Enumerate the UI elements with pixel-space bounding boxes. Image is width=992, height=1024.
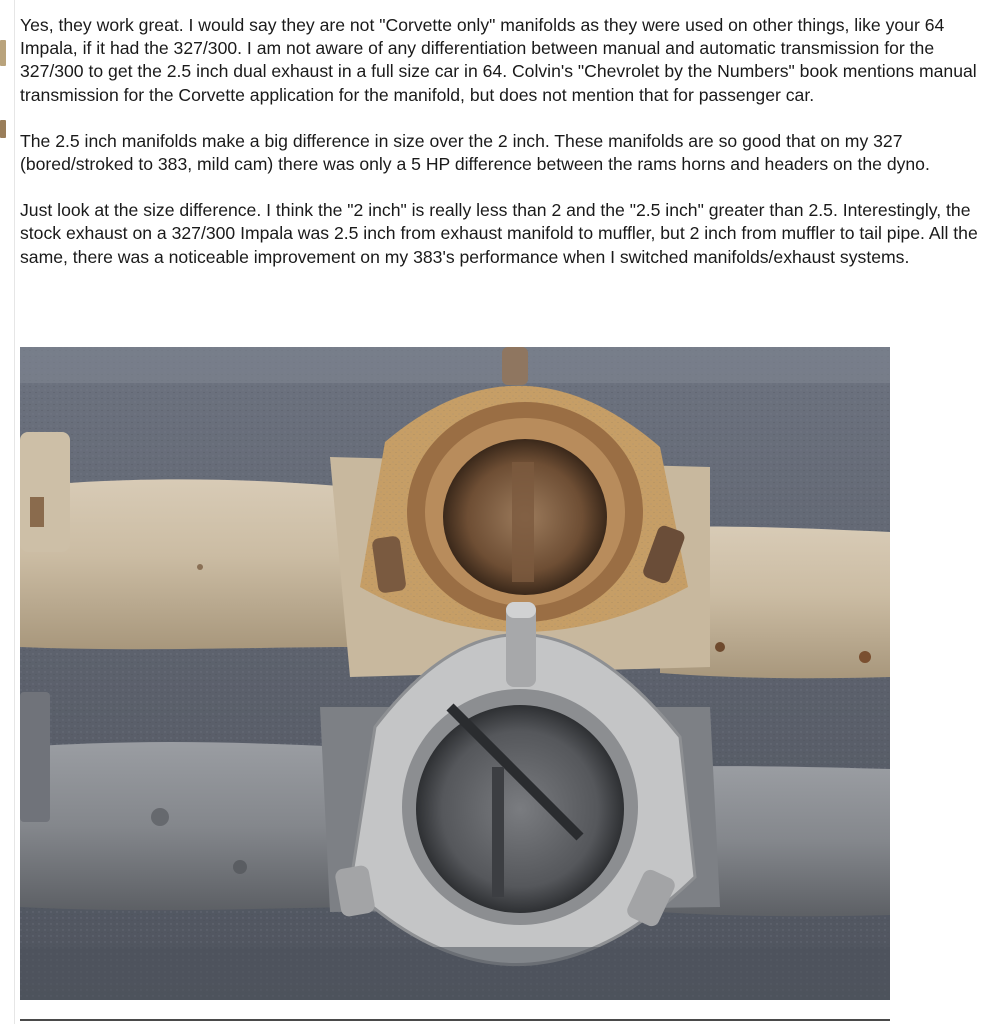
left-gutter (0, 0, 15, 1024)
gutter-thumbnail[interactable] (0, 120, 6, 138)
post-body (20, 14, 992, 269)
post-divider (20, 1019, 890, 1021)
exhaust-manifolds-photo[interactable] (20, 347, 890, 1000)
post-paragraph-1: Yes, they work great. I would say they are not "Corvette only" manifolds as they were used on other things, like your 64 Impala, if it had the 327/300. I am not aware of any differentiation between manual and automatic transmission for the 327/300 to get the 2.5 inch dual exhaust in a full size car in 64. Colvin's "Chevrolet by the Numbers" book mentions manual transmission for the Corvette application for the manifold, but does not mention that for passenger car. (20, 15, 977, 105)
manifold-photo-illustration (20, 347, 890, 1000)
gutter-thumbnail[interactable] (0, 40, 6, 66)
post-paragraph-2: The 2.5 inch manifolds make a big difference in size over the 2 inch. These manifolds are so good that on my 327 (bored/stroked to 383, mild cam) there was only a 5 HP difference between the rams horns and headers on the dyno. (20, 130, 930, 175)
post-paragraph-3: Just look at the size difference. I think the "2 inch" is really less than 2 and the "2.5 inch" greater than 2.5. Interestingly, the stock exhaust on a 327/300 Impala was 2.5 inch from exhaust manifold to muffler, but 2 inch from muffler to tail pipe. All the same, there was a noticeable improvement on my 383's performance when I switched manifolds/exhaust systems. (20, 200, 978, 267)
